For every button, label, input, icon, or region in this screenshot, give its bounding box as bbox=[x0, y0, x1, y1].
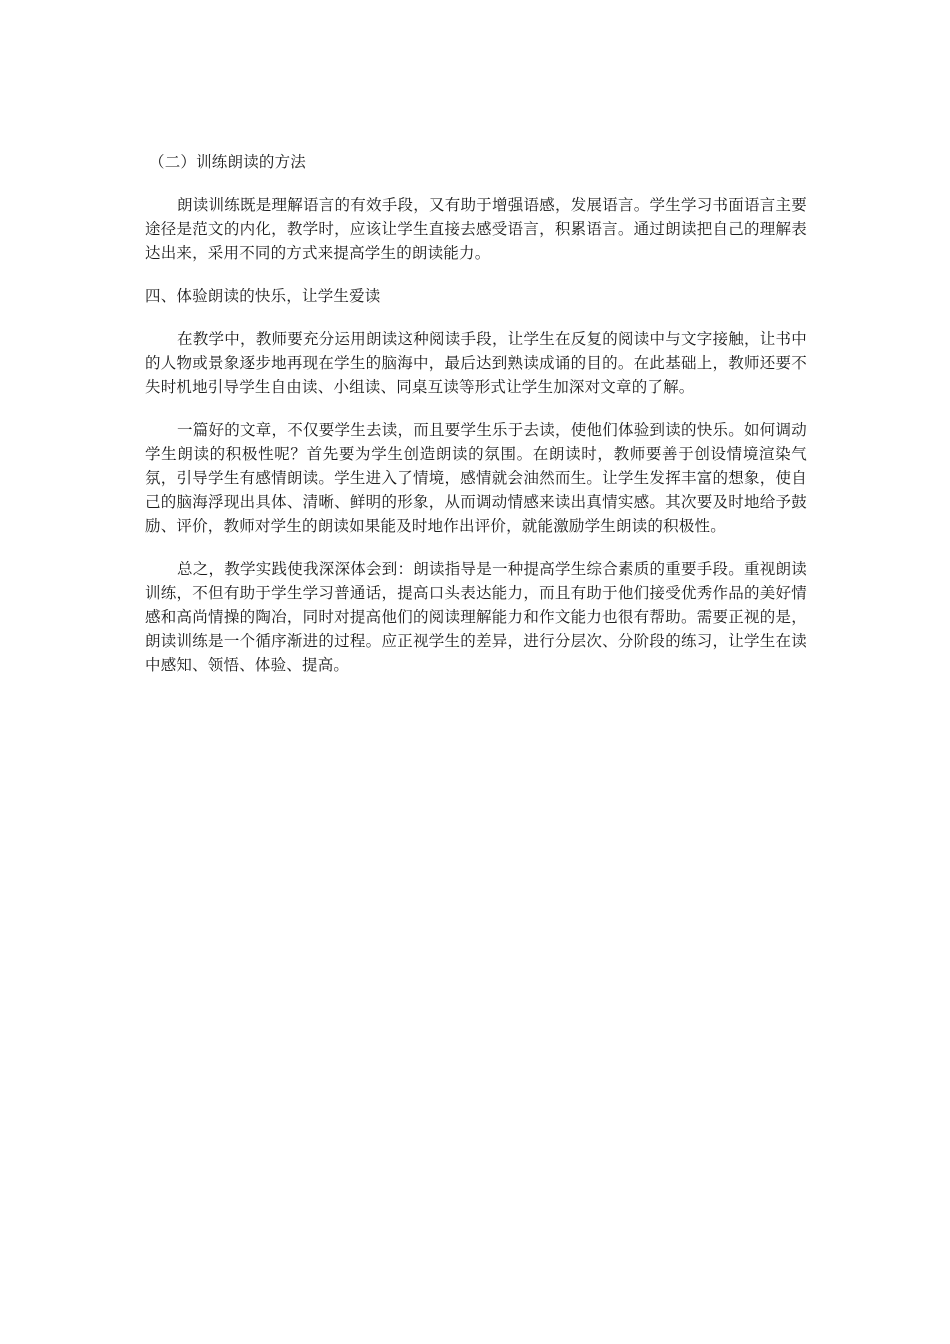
section-two-heading: （二）训练朗读的方法 bbox=[149, 153, 307, 171]
paragraph-conclusion: 总之，教学实践使我深深体会到：朗读指导是一种提高学生综合素质的重要手段。重视朗读训练，不但有助于学生学习普通话，提高口头表达能力，而且有助于他们接受优秀作品的美好情感和高尚情操的陶冶，同时对提高他们的阅读理解能力和作文能力也很有帮助。需要正视的是，朗读训练是一个循序渐进的过程。应正视学生的差异，进行分层次、分阶段的练习，让学生在读中感知、领悟、体验、提高。 bbox=[145, 560, 807, 674]
document-body bbox=[145, 150, 807, 696]
paragraph-training-method: 朗读训练既是理解语言的有效手段，又有助于增强语感，发展语言。学生学习书面语言主要途径是范文的内化，教学时，应该让学生直接去感受语言，积累语言。通过朗读把自己的理解表达出来，采用不同的方式来提高学生的朗读能力。 bbox=[145, 196, 807, 262]
paragraph-teaching: 在教学中，教师要充分运用朗读这种阅读手段，让学生在反复的阅读中与文字接触，让书中的人物或景象逐步地再现在学生的脑海中，最后达到熟读成诵的目的。在此基础上，教师还要不失时机地引导学生自由读、小组读、同桌互读等形式让学生加深对文章的了解。 bbox=[145, 330, 807, 396]
section-four-heading: 四、体验朗读的快乐，让学生爱读 bbox=[145, 287, 381, 305]
paragraph-good-article: 一篇好的文章，不仅要学生去读，而且要学生乐于去读，使他们体验到读的快乐。如何调动学生朗读的积极性呢？首先要为学生创造朗读的氛围。在朗读时，教师要善于创设情境渲染气氛，引导学生有感情朗读。学生进入了情境，感情就会油然而生。让学生发挥丰富的想象，使自己的脑海浮现出具体、清晰、鲜明的形象，从而调动情感来读出真情实感。其次要及时地给予鼓励、评价，教师对学生的朗读如果能及时地作出评价，就能激励学生朗读的积极性。 bbox=[145, 421, 807, 535]
